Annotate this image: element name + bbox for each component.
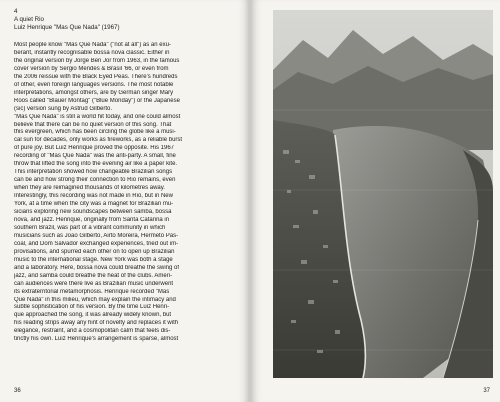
text-line: berant, instantly recognisable bossa nova classic. Either in (14, 49, 170, 56)
text-line: interpretations, amongst others, are by German singer Mary (14, 89, 174, 96)
text-line: elegance, restraint, and a cosmopolitan calm that feels dis- (14, 328, 171, 335)
text-line: throw that lifted the song into the evening air like a paper kite. (14, 161, 178, 168)
text-line: sicians exploring new soundscapes between samba, bossa (14, 209, 172, 216)
text-line: when they are reimagined thousands of kilometres away. (14, 185, 165, 192)
text-line: can audiences were there live as Brazilian music underwent (14, 280, 174, 287)
text-line: the 2006 reissue with the Black Eyed Peas. There's hundreds (14, 73, 178, 80)
text-line: and a laboratory. Here, bossa nova could breathe the swing of (14, 264, 179, 271)
section-header (14, 8, 234, 32)
text-line: coal, and Dom Salvador exchanged experiences, tried out im- (14, 240, 179, 247)
text-line: his reading strips away any hint of novelty and replaces it with (14, 320, 179, 327)
text-line: of other, even foreign languages versions. The most notable (14, 81, 174, 88)
text-line: Roos called "Blauer Montag" ("Blue Monday") or the Japanese (14, 97, 180, 104)
rio-bay-aerial-photo (273, 10, 493, 378)
text-line: Interestingly, this recording was not made in Rio, but in New (14, 193, 173, 200)
right-page (251, 0, 500, 402)
text-line: this evergreen, which has been circling the globe like a musi- (14, 129, 176, 136)
text-line: cover version by Sergio Mendes & Brasil '66, or even from (14, 65, 169, 72)
text-line: tinctly his own. Luiz Henrique's arrangement is sparse, almost (14, 336, 179, 343)
text-line: recording of "Mas Que Nada" was the anti-party. A small, fine (14, 153, 176, 160)
text-line: music to the international stage. New York was both a stage (14, 256, 173, 263)
track-heading: Luiz Henrique "Mas Que Nada" (1967) (14, 24, 120, 31)
text-line: This interpretation showed how changeable Brazilian songs (14, 169, 173, 176)
text-line: subtle sophistication of his version. By the time Luiz Henri- (14, 304, 170, 311)
text-line: cal sun for decades, only works as fireworks, as a reliable burst (14, 137, 183, 144)
section-title: A quiet Rio (14, 16, 44, 23)
text-line: York, at a time when the city was a magnet for Brazilian mu- (14, 201, 174, 208)
text-line: "Mas Que Nada" is still a world hit today, and one could almost (14, 113, 181, 120)
text-line: believe that there can be no quiet version of this song. That (14, 121, 172, 128)
page-number-right: 37 (483, 388, 490, 394)
text-line: provisations, and spurred each other on to open up Brazilian (14, 248, 175, 255)
text-line: nova, and jazz. Henrique, originally from Santa Catarina in (14, 216, 170, 223)
left-page (0, 0, 249, 402)
body-text (14, 42, 236, 344)
text-line: can be and how strong their connection to Rio remains, even (14, 177, 176, 184)
section-number: 4 (14, 8, 18, 15)
text-line: que approached the song, it was already widely known, but (14, 312, 172, 319)
text-line: of pure joy. But Luiz Henrique proved the opposite. His 1967 (14, 145, 174, 152)
text-line: southern Brazil, was part of a vibrant community in which (14, 224, 166, 231)
text-line: the original version by Jorge Ben Jor from 1963, in the famous (14, 57, 180, 64)
page-number-left: 36 (14, 388, 21, 394)
text-line: Que Nada" in this milieu, which may explain the intimacy and (14, 296, 176, 303)
text-line: its extraterritorial metamorphosis. Henrique recorded "Mas (14, 288, 170, 295)
text-line: musicians such as Joao Gilberto, Airto Moreira, Hermeto Pas- (14, 232, 179, 239)
text-line: jazz, and samba could breathe the heat of the clubs. Ameri- (14, 272, 173, 279)
text-line: Most people know "Mas Que Nada" ("not at all") as an exu- (14, 42, 171, 48)
text-line: (sic) version sung by Astrud Gilberto. (14, 105, 113, 112)
